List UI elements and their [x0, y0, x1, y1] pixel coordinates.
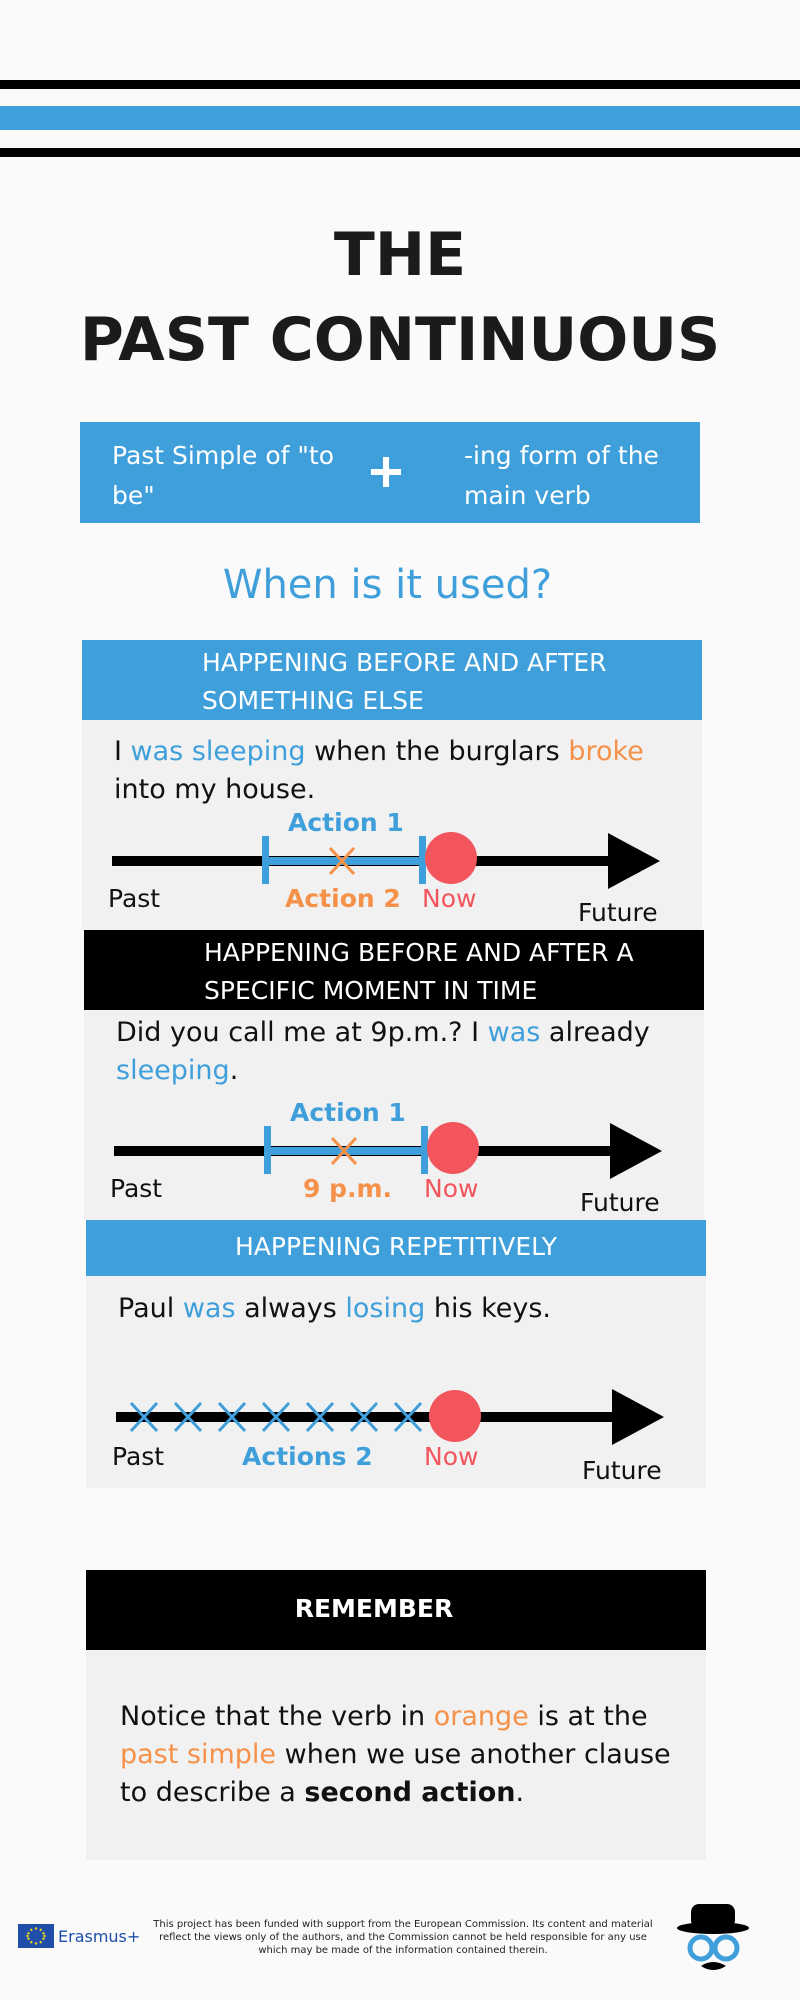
section-3-heading	[86, 1220, 706, 1276]
remember-highlight-second-action: second action	[304, 1777, 516, 1808]
top-stripe-black-1	[0, 80, 800, 89]
sentence-verb-simple: broke	[568, 736, 644, 767]
eu-flag-icon	[18, 1924, 54, 1948]
section-1-action-label: Action 1	[288, 808, 404, 837]
page-title-line1: THE	[333, 220, 467, 290]
sentence-verb-continuous: was	[182, 1293, 236, 1324]
now-dot	[425, 832, 477, 884]
section-2-past-label: Past	[110, 1174, 163, 1203]
section-2-future-label: Future	[580, 1188, 660, 1217]
remember-text-part: when we use another clause to describe a	[120, 1739, 671, 1808]
action-bar-start	[262, 836, 269, 884]
timeline-arrow	[608, 833, 660, 889]
now-dot	[429, 1390, 481, 1442]
sentence-text: Paul	[118, 1293, 183, 1324]
sentence-verb-continuous: sleeping	[116, 1055, 230, 1086]
formula-box	[80, 422, 700, 523]
sentence-text: into my house.	[114, 774, 316, 805]
section-1-sentence	[114, 733, 684, 809]
timeline-arrow	[610, 1123, 662, 1179]
section-1-heading-text: HAPPENING BEFORE AND AFTER SOMETHING ELSE	[202, 648, 607, 715]
section-3-now-label: Now	[424, 1442, 479, 1471]
action-bar-end	[421, 1126, 428, 1174]
timeline-arrow	[612, 1389, 664, 1445]
now-dot	[427, 1122, 479, 1174]
sentence-text: his keys.	[425, 1293, 552, 1324]
section-3-sentence	[118, 1290, 688, 1328]
question-heading: When is it used?	[222, 562, 553, 608]
sentence-text: .	[229, 1055, 239, 1086]
action-bar-start	[264, 1126, 271, 1174]
remember-highlight-orange: orange	[433, 1701, 529, 1732]
section-2-heading-text: HAPPENING BEFORE AND AFTER A SPECIFIC MOMENT IN TIME	[204, 938, 634, 1005]
section-1-past-label: Past	[108, 884, 161, 913]
sentence-verb-continuous: was sleeping	[130, 736, 306, 767]
sentence-text: Did you call me at 9p.m.? I	[116, 1017, 488, 1048]
remember-text	[120, 1698, 702, 1812]
section-2-sentence	[116, 1014, 686, 1090]
sentence-text: I	[114, 736, 131, 767]
section-2-now-label: Now	[424, 1174, 479, 1203]
top-stripe-black-2	[0, 148, 800, 157]
sentence-text: always	[235, 1293, 346, 1324]
formula-left-text: Past Simple of "to be"	[112, 441, 334, 510]
sentence-verb-continuous: losing	[345, 1293, 426, 1324]
section-3-past-label: Past	[112, 1442, 165, 1471]
section-1-marker-label: Action 2	[285, 884, 401, 913]
section-3-heading-text: HAPPENING REPETITIVELY	[234, 1232, 558, 1261]
top-stripe-blue	[0, 106, 800, 130]
remember-highlight-past-simple: past simple	[120, 1739, 277, 1770]
footer-disclaimer: This project has been funded with support from the European Commission. Its content and material reflect the views only of the authors, and the Commission cannot be held responsible for any use which may be made of the information contained therein.	[153, 1919, 653, 1956]
plus-icon	[368, 454, 404, 490]
section-2-marker-label: 9 p.m.	[303, 1174, 393, 1203]
section-2-action-label: Action 1	[290, 1098, 406, 1127]
erasmus-logo-text: Erasmus+	[58, 1926, 141, 1946]
section-3-timeline	[112, 1374, 672, 1464]
sentence-text: when the burglars	[305, 736, 569, 767]
section-3-future-label: Future	[582, 1456, 662, 1485]
formula-right-text: -ing form of the main verb	[464, 441, 659, 510]
remember-text-part: .	[515, 1777, 525, 1808]
mascot-hat-glasses-icon	[675, 1898, 755, 1978]
remember-text-part: Notice that the verb in	[120, 1701, 434, 1732]
erasmus-logo	[18, 1924, 140, 1948]
section-1-now-label: Now	[422, 884, 477, 913]
remember-text-part: is at the	[528, 1701, 648, 1732]
page-title-line2: PAST CONTINUOUS	[79, 305, 721, 375]
section-1-heading	[82, 640, 702, 720]
section-2-heading	[84, 930, 704, 1010]
section-3-marker-label: Actions 2	[242, 1442, 373, 1471]
sentence-verb-continuous: was	[487, 1017, 541, 1048]
action-bar-end	[419, 836, 426, 884]
sentence-text: already	[540, 1017, 650, 1048]
section-1-future-label: Future	[578, 898, 658, 927]
remember-heading: REMEMBER	[294, 1594, 454, 1623]
